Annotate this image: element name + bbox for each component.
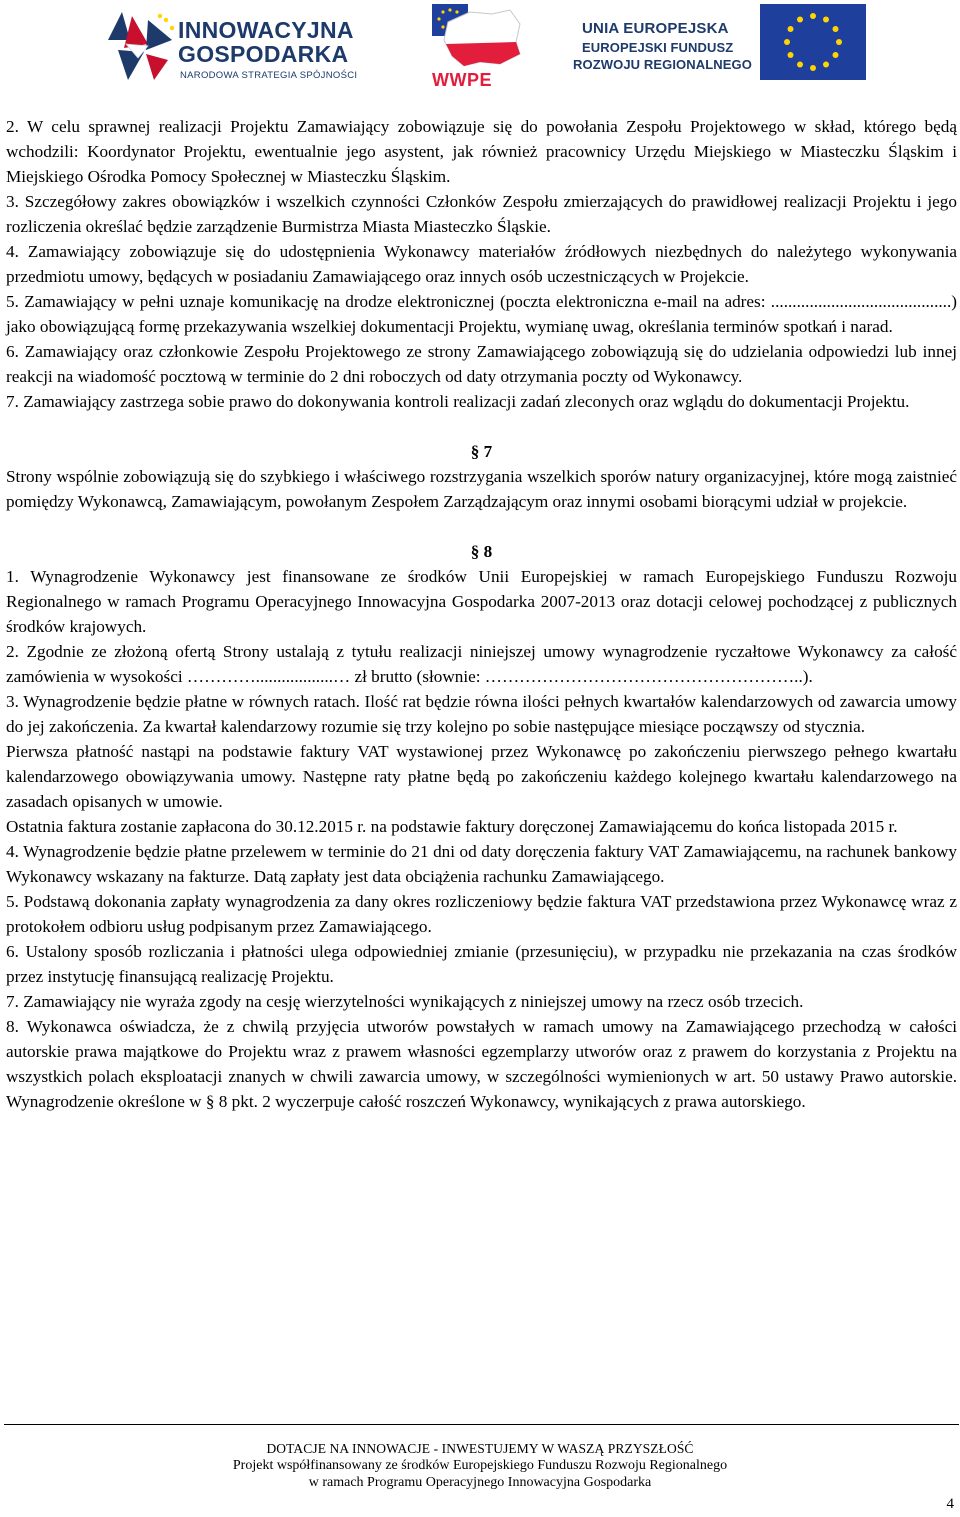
paragraph-6-3: 3. Szczegółowy zakres obowiązków i wszelkich czynności Członków Zespołu zmierzających do prawidłowej realizacji Projektu i jego rozliczenia określać będzie zarządzenie Burmistrza Miasta Miasteczko Śląskie.: [6, 192, 957, 236]
eu-logo-line2: EUROPEJSKI FUNDUSZ: [582, 40, 734, 55]
paragraph-6-4: 4. Zamawiający zobowiązuje się do udostępnienia Wykonawcy materiałów źródłowych niezbędnych do należytego wykonywania przedmiotu umowy, będących w posiadaniu Zamawiającego oraz innych osób uczestniczących w Projekcie.: [6, 242, 957, 286]
page-number: 4: [946, 1496, 954, 1512]
section-heading-8: § 8: [470, 542, 493, 561]
paragraph-6-5: 5. Zamawiający w pełni uznaje komunikację na drodze elektronicznej (poczta elektroniczna e-mail na adres: ..........................................) jako obowiązującą formę przekazywania wszelkiej dokumentacji Projektu, wymianę uwag, określania terminów spotkań i narad.: [6, 292, 957, 336]
wwpe-logo-text: WWPE: [432, 70, 492, 90]
paragraph-8-2: 2. Zgodnie ze złożoną ofertą Strony ustalają z tytułu realizacji niniejszej umowy wynagrodzenie ryczałtowe Wykonawcy za całość zamówienia w wysokości …………..................… zł brutto (słownie: ………………………………………………..).: [6, 642, 957, 686]
paragraph-8-3: 3. Wynagrodzenie będzie płatne w równych ratach. Ilość rat będzie równa ilości pełnych kwartałów kalendarzowych od zawarcia umowy do jej zakończenia. Za kwartał kalendarzowy rozumie się trzy kolejno po sobie następujące miesiące począwszy od stycznia.: [6, 692, 957, 736]
paragraph-8-8: 8. Wykonawca oświadcza, że z chwilą przyjęcia utworów powstałych w ramach umowy na Zamawiającego przechodzą w całości autorskie prawa majątkowe do Projektu wraz z prawem własności egzemplarzy utworów oraz z prawem do korzystania z Projektu na wszystkich polach eksploatacji znanych w chwili zawarcia umowy, w szczególności wymienionych w art. 50 ustawy Prawo autorskie. Wynagrodzenie określone w § 8 pkt. 2 wyczerpuje całość roszczeń Wykonawcy, wynikających z prawa autorskiego.: [6, 1017, 957, 1111]
poland-map-flag-icon: [430, 2, 524, 72]
spacer: [6, 414, 957, 439]
document-body: [6, 114, 957, 1114]
paragraph-6-7: 7. Zamawiający zastrzega sobie prawo do dokonywania kontroli realizacji zadań zleconych oraz wglądu do dokumentacji Projektu.: [6, 392, 910, 411]
paragraph-6-2: 2. W celu sprawnej realizacji Projektu Zamawiający zobowiązuje się do powołania Zespołu Projektowego w skład, którego będą wchodzili: Koordynator Projektu, ewentualnie jego asystent, jak również pracownicy Urzędu Miejskiego w Miasteczku Śląskim i Miejskiego Ośrodka Pomocy Społecznej w Miasteczku Śląskim.: [6, 117, 957, 186]
eu-logo: [570, 4, 870, 84]
footer-slogan: DOTACJE NA INNOWACJE - INWESTUJEMY W WASZĄ PRZYSZŁOŚĆ: [266, 1441, 694, 1456]
star-emblem-icon: [108, 10, 178, 82]
eu-logo-line1: UNIA EUROPEJSKA: [582, 20, 729, 37]
eu-logo-line3: ROZWOJU REGIONALNEGO: [573, 57, 752, 72]
paragraph-8-5: 5. Podstawą dokonania zapłaty wynagrodzenia za dany okres rozliczeniowy będzie faktura VAT przedstawiona przez Wykonawcę wraz z protokołem odbioru usług podpisanym przez Zamawiającego.: [6, 892, 957, 936]
paragraph-6-6: 6. Zamawiający oraz członkowie Zespołu Projektowego ze strony Zamawiającego zobowiązują się do udzielania odpowiedzi lub innej reakcji na wiadomość pocztową w terminie do 2 dni roboczych od daty otrzymania poczty od Wykonawcy.: [6, 342, 957, 386]
footer-program-line: w ramach Programu Operacyjnego Innowacyjna Gospodarka: [308, 1475, 652, 1490]
innowacyjna-gospodarka-logo: [108, 4, 368, 86]
section-heading-7: § 7: [470, 442, 493, 461]
footer-divider: [4, 1424, 959, 1425]
logo-title-line2: GOSPODARKA: [178, 41, 349, 67]
logo-subtitle: NARODOWA STRATEGIA SPÓJNOŚCI: [180, 70, 358, 81]
eu-flag-icon: [760, 4, 866, 80]
spacer: [6, 514, 957, 539]
paragraph-8-3-first-payment: Pierwsza płatność nastąpi na podstawie faktury VAT wystawionej przez Wykonawcę po zakończeniu pierwszego pełnego kwartału kalendarzowego obowiązywania umowy. Następne raty płatne będą po zakończeniu każdego kolejnego kwartału kalendarzowego na zasadach opisanych w umowie.: [6, 742, 957, 811]
paragraph-8-4: 4. Wynagrodzenie będzie płatne przelewem w terminie do 21 dni od daty doręczenia faktury VAT Zamawiającemu, na rachunek bankowy Wykonawcy wskazany na fakturze. Datą zapłaty jest data obciążenia rachunku Zamawiającego.: [6, 842, 957, 886]
section-7-text: Strony wspólnie zobowiązują się do szybkiego i właściwego rozstrzygania wszelkich sporów natury organizacyjnej, które mogą zaistnieć pomiędzy Wykonawcą, Zamawiającym, powołanym Zespołem Zarządzającym oraz innymi osobami biorącymi udział w projekcie.: [6, 467, 957, 511]
logo-title-line1: INNOWACYJNA: [178, 17, 354, 43]
page-footer: [0, 1440, 960, 1491]
paragraph-8-6: 6. Ustalony sposób rozliczania i płatności ulega odpowiedniej zmianie (przesunięciu), w przypadku nie przekazania na czas środków przez instytucję finansującą realizację Projektu.: [6, 942, 957, 986]
wwpe-logo: [430, 2, 524, 90]
paragraph-8-3-last-invoice: Ostatnia faktura zostanie zapłacona do 30.12.2015 r. na podstawie faktury doręczonej Zamawiającemu do końca listopada 2015 r.: [6, 817, 898, 836]
footer-funding-line: Projekt współfinansowany ze środków Europejskiego Funduszu Rozwoju Regionalnego: [232, 1458, 728, 1473]
page-header: [0, 0, 960, 95]
paragraph-8-1: 1. Wynagrodzenie Wykonawcy jest finansowane ze środków Unii Europejskiej w ramach Europejskiego Funduszu Rozwoju Regionalnego w ramach Programu Operacyjnego Innowacyjna Gospodarka 2007-2013 oraz dotacji celowej pochodzącej z publicznych środków krajowych.: [6, 567, 957, 636]
paragraph-8-7: 7. Zamawiający nie wyraża zgody na cesję wierzytelności wynikających z niniejszej umowy na rzecz osób trzecich.: [6, 992, 804, 1011]
